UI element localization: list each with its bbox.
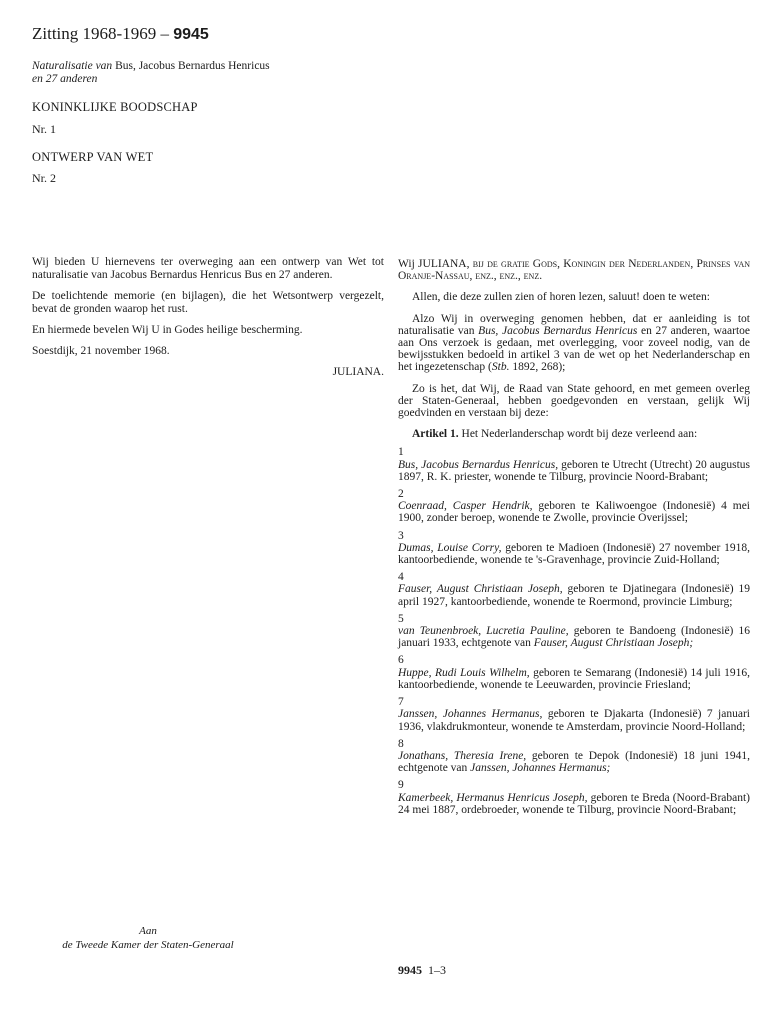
section-number-bill: Nr. 2 bbox=[32, 171, 56, 185]
section-title-royal-message: KONINKLIJKE BOODSCHAP bbox=[32, 100, 198, 114]
entry-name: Janssen, Johannes Hermanus, bbox=[398, 708, 543, 721]
footer-doc-number: 9945 bbox=[398, 963, 422, 977]
list-item bbox=[398, 779, 750, 816]
message-date: Soestdijk, 21 november 1968. bbox=[32, 345, 170, 357]
entry-name: Fauser, August Christiaan Joseph, bbox=[398, 583, 563, 596]
entry-number: 1 bbox=[398, 446, 404, 459]
subject-suffix: en 27 anderen bbox=[32, 73, 98, 85]
consideration-text: 1892, 268); bbox=[512, 361, 566, 374]
bill-greeting: Allen, die deze zullen zien of horen lezen, saluut! doen te weten: bbox=[412, 291, 710, 304]
bill-enactment: Zo is het, dat Wij, de Raad van State gehoord, en met gemeen overleg der Staten-Generaal, hebben goedgevonden en verstaan, gelijk Wij goedvinden en verstaan bij deze: bbox=[398, 382, 750, 420]
entry-name: Huppe, Rudi Louis Wilhelm, bbox=[398, 666, 530, 679]
subject-name: Bus, Jacobus Bernardus Henricus bbox=[115, 60, 270, 72]
message-paragraph: Wij bieden U hiernevens ter overweging aan een ontwerp van Wet tot naturalisatie van Jacobus Bernardus Henricus Bus en 27 anderen. bbox=[32, 256, 384, 281]
entry-name: Bus, Jacobus Bernardus Henricus, bbox=[398, 458, 559, 471]
bill-intro bbox=[398, 258, 750, 282]
list-item bbox=[398, 446, 750, 483]
subject-prefix: Naturalisatie van bbox=[32, 60, 113, 72]
entry-number: 8 bbox=[398, 737, 404, 750]
entry-number: 4 bbox=[398, 571, 404, 584]
entry-details: geboren te Depok (Indonesië) 18 juni 1941, echtgenote van bbox=[398, 749, 750, 775]
entry-details: geboren te Madioen (Indonesië) 27 november 1918, kantoorbediende, wonende te 's-Gravenhage, provincie Zuid-Holland; bbox=[398, 541, 750, 567]
entry-number: 7 bbox=[398, 696, 404, 709]
list-item bbox=[398, 530, 750, 567]
entry-name: Coenraad, Casper Hendrik, bbox=[398, 500, 533, 513]
addressee-line: de Tweede Kamer der Staten-Generaal bbox=[62, 939, 234, 951]
footer-page-range: 1–3 bbox=[428, 963, 446, 977]
section-number-royal-message: Nr. 1 bbox=[32, 122, 56, 136]
bill-intro-title: bij de gratie Gods, Koningin der Nederlanden, Prinses van Oranje-Nassau, enz., enz., enz. bbox=[398, 258, 750, 283]
entry-number: 9 bbox=[398, 779, 404, 792]
consideration-name: Bus, Jacobus Bernardus Henricus bbox=[478, 324, 638, 337]
entry-details: geboren te Kaliwoengoe (Indonesië) 4 mei 1900, zonder beroep, wonende te Zwolle, provincie Overijssel; bbox=[398, 500, 751, 525]
entry-spouse: Janssen, Johannes Hermanus; bbox=[470, 762, 611, 775]
consideration-ref: Stb. bbox=[491, 361, 510, 374]
list-item bbox=[398, 571, 750, 608]
entry-spouse: Fauser, August Christiaan Joseph; bbox=[533, 637, 694, 650]
signature: JULIANA. bbox=[332, 366, 384, 378]
list-item bbox=[398, 613, 750, 650]
list-item bbox=[398, 696, 750, 733]
session-label: Zitting 1968-1969 – bbox=[32, 24, 169, 43]
entry-number: 3 bbox=[398, 529, 404, 542]
royal-message bbox=[32, 256, 384, 379]
entry-number: 2 bbox=[398, 488, 404, 501]
bill-intro-name: Wij JULIANA, bbox=[398, 258, 470, 270]
article-text: Het Nederlanderschap wordt bij deze verleend aan: bbox=[461, 428, 698, 441]
consideration-text: en 27 anderen, waartoe aan Ons verzoek is gedaan, met overlegging, voor zoveel nodig, van de bewijsstukken bedoeld in artikel 3 van de wet op het Nederlanderschap en het ingezetenschap ( bbox=[398, 324, 751, 374]
entry-number: 6 bbox=[398, 654, 404, 667]
entry-details: geboren te Djatinegara (Indonesië) 19 april 1927, kantoorbediende, wonende te Roermond, provincie Limburg; bbox=[398, 583, 750, 608]
entry-details: geboren te Breda (Noord-Brabant) 24 mei 1887, ordebroeder, wonende te Tilburg, provincie Noord-Brabant; bbox=[398, 791, 751, 816]
addressee-line: Aan bbox=[139, 925, 157, 937]
message-paragraph: De toelichtende memorie (en bijlagen), die het Wetsontwerp vergezelt, bevat de gronden waarop het rust. bbox=[32, 290, 384, 315]
consideration-text: Alzo Wij in overweging genomen hebben, dat er aanleiding is tot naturalisatie van bbox=[398, 312, 750, 337]
entry-name: Kamerbeek, Hermanus Henricus Joseph, bbox=[398, 791, 588, 804]
document-subject bbox=[32, 60, 372, 86]
addressee bbox=[24, 924, 272, 952]
document-number: 9945 bbox=[173, 26, 209, 43]
list-item bbox=[398, 654, 750, 691]
section-title-bill: ONTWERP VAN WET bbox=[32, 150, 154, 164]
draft-bill bbox=[398, 258, 750, 821]
bill-consideration bbox=[398, 313, 750, 374]
list-item bbox=[398, 738, 750, 775]
entry-name: Dumas, Louise Corry, bbox=[398, 541, 502, 554]
entry-details: geboren te Utrecht (Utrecht) 20 augustus 1897, R. K. priester, wonende te Tilburg, provincie Noord-Brabant; bbox=[398, 458, 751, 483]
entry-details: geboren te Djakarta (Indonesië) 7 januari 1936, vlakdrukmonteur, wonende te Amsterdam, provincie Noord-Holland; bbox=[398, 708, 750, 733]
list-item bbox=[398, 488, 750, 525]
entry-number: 5 bbox=[398, 612, 404, 625]
entry-name: van Teunenbroek, Lucretia Pauline, bbox=[398, 625, 569, 638]
article-1 bbox=[398, 428, 750, 440]
message-paragraph: En hiermede bevelen Wij U in Godes heilige bescherming. bbox=[32, 324, 303, 336]
entry-name: Jonathans, Theresia Irene, bbox=[398, 749, 527, 762]
entry-details: geboren te Bandoeng (Indonesië) 16 januari 1933, echtgenote van bbox=[398, 625, 750, 650]
page-title bbox=[32, 24, 209, 44]
entry-details: geboren te Semarang (Indonesië) 14 juli 1916, kantoorbediende, wonende te Leeuwarden, provincie Friesland; bbox=[398, 666, 750, 691]
page-footer bbox=[398, 963, 446, 978]
article-heading: Artikel 1. bbox=[412, 428, 459, 441]
